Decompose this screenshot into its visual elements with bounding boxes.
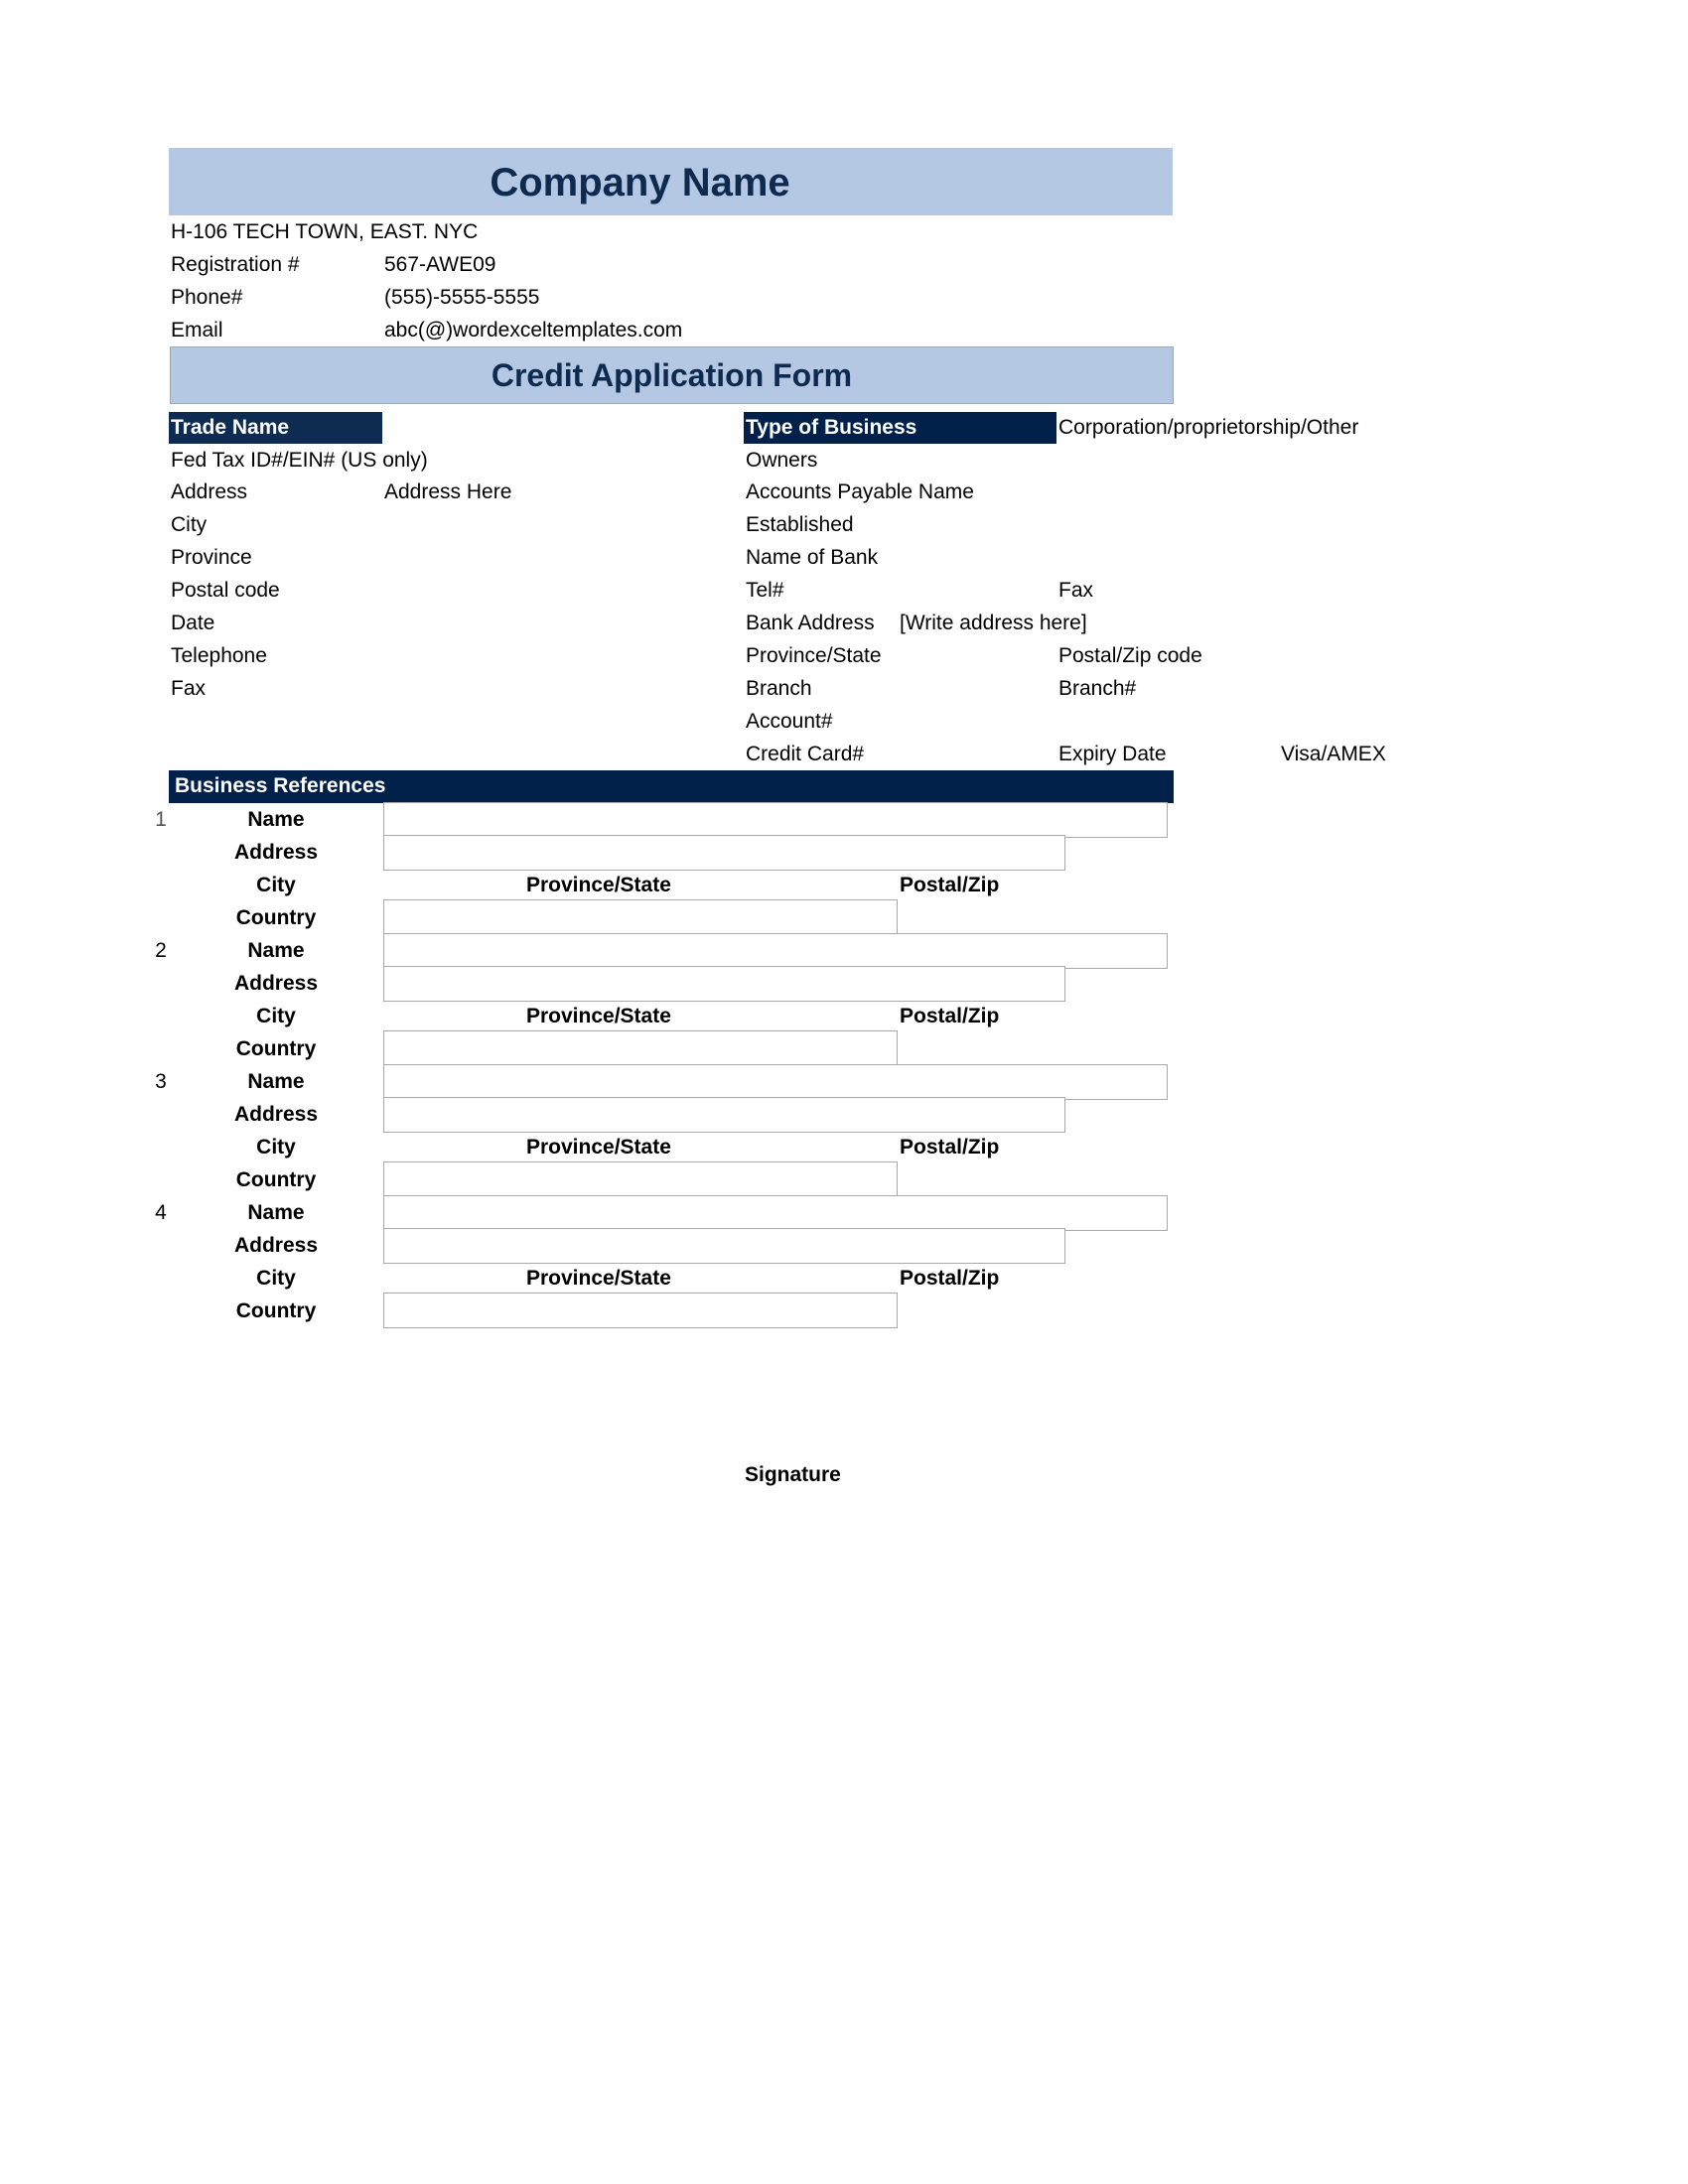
reference-1-province-label: Province/State [526,874,671,896]
reference-4-postal-label: Postal/Zip [900,1267,1000,1290]
bank-fax-label: Fax [1058,579,1094,602]
reference-1-address-input[interactable] [383,835,1065,871]
reference-2-country-input[interactable] [383,1030,898,1066]
bank-address-value: [Write address here] [900,612,1087,634]
bank-address-label: Bank Address [746,612,875,634]
email-value: abc(@)wordexceltemplates.com [384,319,683,341]
reference-number: 4 [155,1201,167,1224]
province-state-label: Province/State [746,644,882,667]
reference-number: 3 [155,1070,167,1093]
reference-3-postal-label: Postal/Zip [900,1136,1000,1159]
type-of-business-value: Corporation/proprietorship/Other [1058,416,1359,439]
reference-4-name-input[interactable] [383,1195,1168,1231]
reference-3-country-label: Country [235,1168,317,1191]
reference-3-address-label: Address [233,1103,319,1126]
reference-2-name-label: Name [247,939,305,962]
telephone-label: Telephone [171,644,267,667]
reference-3-name-input[interactable] [383,1064,1168,1100]
account-label: Account# [746,710,833,733]
trade-name-label: Trade Name [169,412,382,444]
reference-2-city-label: City [256,1005,296,1027]
postal-zip-code-label: Postal/Zip code [1058,644,1202,667]
reference-2-country-label: Country [235,1037,317,1060]
credit-card-label: Credit Card# [746,743,865,765]
email-label: Email [171,319,223,341]
reference-2-postal-label: Postal/Zip [900,1005,1000,1027]
company-name: Company Name [490,161,790,205]
reference-4-name-label: Name [247,1201,305,1224]
reference-1-address-label: Address [233,841,319,864]
tel-label: Tel# [746,579,784,602]
signature-label: Signature [745,1463,841,1486]
reference-3-province-label: Province/State [526,1136,671,1159]
reference-3-city-label: City [256,1136,296,1159]
reference-4-city-label: City [256,1267,296,1290]
phone-label: Phone# [171,286,243,309]
address-value: Address Here [384,480,512,503]
reference-1-postal-label: Postal/Zip [900,874,1000,896]
established-label: Established [746,513,854,536]
name-of-bank-label: Name of Bank [746,546,879,569]
reference-number: 1 [155,808,167,831]
date-label: Date [171,612,215,634]
reference-1-city-label: City [256,874,296,896]
fax-label: Fax [171,677,207,700]
reference-4-country-label: Country [235,1299,317,1322]
reference-number: 2 [155,939,167,962]
reference-1-country-input[interactable] [383,899,898,935]
address-label: Address [171,480,248,503]
fed-tax-label: Fed Tax ID#/EIN# (US only) [171,449,428,472]
card-type-label: Visa/AMEX [1281,743,1386,765]
reference-3-name-label: Name [247,1070,305,1093]
reference-1-name-label: Name [247,808,305,831]
reference-2-name-input[interactable] [383,933,1168,969]
business-references-header: Business References [169,770,1174,803]
reference-4-province-label: Province/State [526,1267,671,1290]
accounts-payable-label: Accounts Payable Name [746,480,974,503]
owners-label: Owners [746,449,818,472]
reference-4-address-input[interactable] [383,1228,1065,1264]
company-name-banner [169,148,1173,215]
registration-label: Registration # [171,253,300,276]
branch-number-label: Branch# [1058,677,1137,700]
reference-3-country-input[interactable] [383,1161,898,1197]
postal-code-label: Postal code [171,579,280,602]
city-label: City [171,513,208,536]
form-title: Credit Application Form [491,357,853,393]
reference-1-country-label: Country [235,906,317,929]
reference-4-country-input[interactable] [383,1293,898,1328]
reference-4-address-label: Address [233,1234,319,1257]
province-label: Province [171,546,252,569]
reference-3-address-input[interactable] [383,1097,1065,1133]
company-address: H-106 TECH TOWN, EAST. NYC [171,220,479,243]
registration-value: 567-AWE09 [384,253,496,276]
branch-label: Branch [746,677,812,700]
reference-2-address-input[interactable] [383,966,1065,1002]
reference-2-address-label: Address [233,972,319,995]
type-of-business-label: Type of Business [744,412,1056,444]
reference-2-province-label: Province/State [526,1005,671,1027]
reference-1-name-input[interactable] [383,802,1168,838]
expiry-date-label: Expiry Date [1058,743,1167,765]
form-title-banner [170,346,1174,404]
phone-value: (555)-5555-5555 [384,286,540,309]
